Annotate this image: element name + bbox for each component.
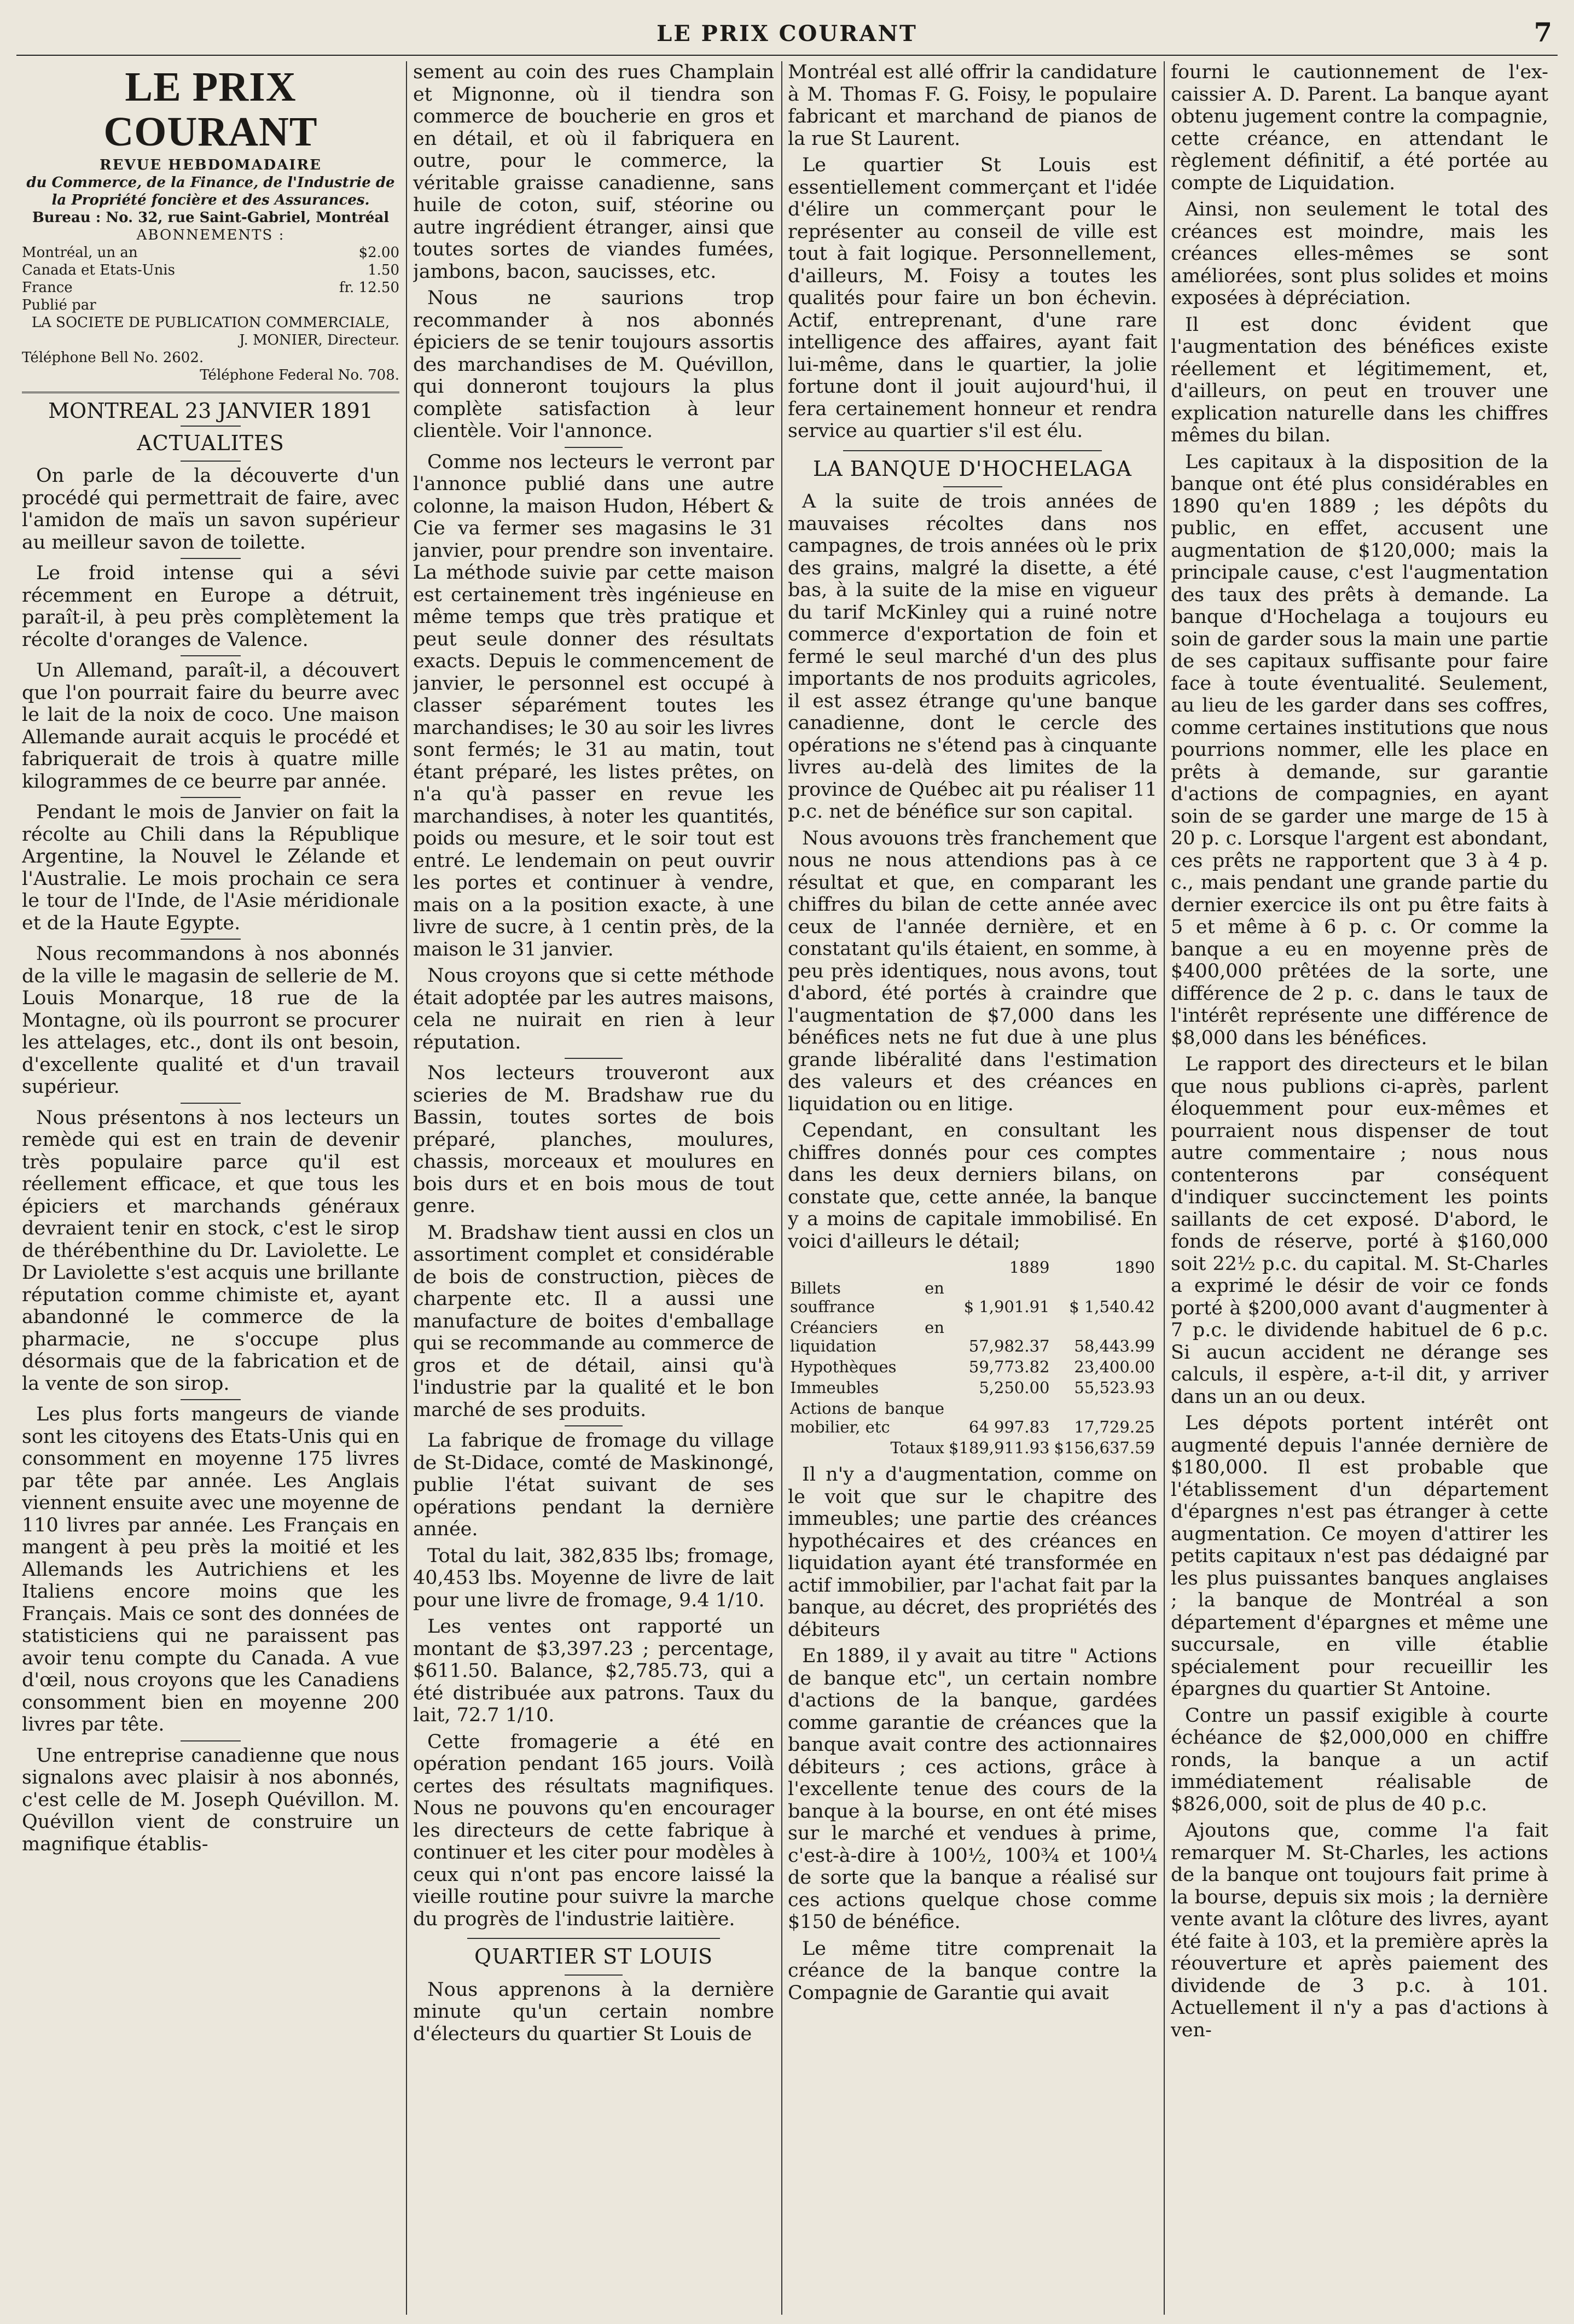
year-header: 1890 [1114, 1258, 1155, 1277]
director-name: J. MONIER, Directeur. [239, 332, 399, 348]
subscription-row [22, 244, 399, 261]
row-label: Créanciers en liquidation [790, 1318, 944, 1355]
article-paragraph: La fabrique de fromage du village de St-Didace, comté de Maskinongé, publie l'état suivant de ses opérations pendant la dernière année. [413, 1430, 774, 1540]
phone-bell: Téléphone Bell No. 2602. [22, 350, 204, 366]
article-paragraph: Comme nos lecteurs le verront par l'annonce publié dans une autre colonne, la maison Hudon, Hébert & Cie va fermer ses magasins le 31 janvier, pour prendre son inventaire. La méthode suivie par cette maison est certainement très ingénieuse en même temps que très pratique et peut seule donner des résultats exacts. Depuis le commencement de janvier, le personnel est occupé à classer séparément toutes les marchandises; le 30 au soir les livres sont fermés; le 31 au matin, tout étant préparé, les listes prêtes, on n'a qu'à passer en revue les marchandises, à noter les quantités, poids ou mesure, et le soir tout est entré. Le lendemain on peut ouvrir les portes et continuer à vendre, mais on a la position exacte, à une livre de sucre, à 1 centin près, de la maison le 31 janvier. [413, 451, 774, 960]
article-paragraph: Nos lecteurs trouveront aux scieries de M. Bradshaw rue du Bassin, toutes sortes de bois préparé, planches, moulures, chassis, morceaux et moulures en bois durs et en bois mous de tout genre. [413, 1062, 774, 1217]
column-3 [788, 61, 1157, 2315]
table-row [788, 1398, 1157, 1437]
divider [181, 1103, 241, 1104]
article-paragraph: fourni le cautionnement de l'ex-caissier A. D. Parent. La banque ayant obtenu jugement contre la compagnie, cette créance, en attendant le règlement définitif, a été portée au compte de Liquidation. [1171, 61, 1548, 194]
subscription-price: fr. 12.50 [339, 279, 399, 296]
column-2 [413, 61, 774, 2315]
running-header-title: LE PRIX COURANT [657, 21, 917, 46]
page-number: 7 [1534, 18, 1552, 48]
subscription-label: Canada et Etats-Unis [22, 262, 175, 278]
subscriptions-label: ABONNEMENTS : [136, 227, 285, 243]
column-rule [406, 61, 407, 2315]
divider [181, 461, 241, 462]
divider [565, 447, 623, 448]
subscriptions-table [22, 244, 399, 296]
divider [943, 486, 1002, 487]
row-label: Billets en souffrance [790, 1279, 944, 1316]
quartier-heading: QUARTIER ST LOUIS [474, 1944, 713, 1968]
divider [565, 1058, 623, 1059]
subscription-row [22, 279, 399, 296]
article-paragraph: Cette fromagerie a été en opération pendant 165 jours. Voilà certes des résultats magnifiques. Nous ne pouvons qu'en encourager les directeurs de cette fabrique à continuer et les citer pour modèles à ceux qui n'ont pas encore laissé la vieille routine pour suivre la marche du progrès de l'industrie laitière. [413, 1731, 774, 1930]
divider [181, 558, 241, 559]
article-paragraph: Ajoutons que, comme l'a fait remarquer M. St-Charles, les actions de la banque ont toujours fait prime à la bourse, depuis six mois ; la dernière vente avant la clôture des livres, ayant été faite à 103, et la première après la réouverture et après paiement des dividende de 3 p.c. à 101. Actuellement il n'y a pas d'actions à ven- [1171, 1820, 1548, 2041]
column-4 [1171, 61, 1548, 2315]
article-paragraph: Total du lait, 382,835 lbs; fromage, 40,453 lbs. Moyenne de livre de lait pour une livre de fromage, 9.4 1/10. [413, 1545, 774, 1611]
cell-1889: 57,982.37 [968, 1337, 1050, 1355]
subscription-label: Montréal, un an [22, 244, 138, 261]
news-item: On parle de la découverte d'un procédé qui permettrait de faire, avec l'amidon de maïs un savon supérieur au meilleur savon de toilette. [22, 465, 399, 554]
news-item: Le froid intense qui a sévi récemment en Europe a détruit, paraît-il, à peu près complètement la récolte d'oranges de Valence. [22, 562, 399, 651]
article-paragraph: Les capitaux à la disposition de la banque ont été plus considérables en 1890 qu'en 1889 ; les dépôts du public, en effet, accusent une augmentation de $120,000; mais la principale cause, c'est l'augmentation des taux des prêts à demande. La banque d'Hochelaga a toujours eu soin de garder sous la main une partie de ses capitaux suffisante pour faire face à toute éventualité. Seulement, au lieu de les garder dans ses coffres, comme certaines institutions que nous pourrions nommer, elle les place en prêts à demande, sur garantie d'actions de compagnies, en ayant soin de se garder une marge de 15 à 20 p. c. Lorsque l'argent est abondant, ces prêts ne rapportent que 3 à 4 p. c., mais pendant une grande partie du dernier exercice ils ont pu être faits à 5 et même à 6 p. c. Or comme la banque a eu en moyenne près de $400,000 prêtées de la sorte, une différence de 2 p. c. dans le taux de l'intérêt représente une différence de $8,000 dans les bénéfices. [1171, 451, 1548, 1049]
article-paragraph: sement au coin des rues Champlain et Mignonne, où il tiendra son commerce de boucherie en gros et en détail, et où il fabriquera en outre, pour le commerce, la véritable graisse canadienne, sans huile de coton, suif, stéorine ou autre ingrédient étranger, ainsi que toutes sortes de viandes fumées, jambons, bacon, saucisses, etc. [413, 61, 774, 283]
article-paragraph: Contre un passif exigible à courte échéance de $2,000,000 en chiffre ronds, la banque a un actif immédiatement réalisable de $826,000, soit de plus de 40 p.c. [1171, 1704, 1548, 1815]
year-header: 1889 [1009, 1258, 1050, 1277]
cell-1890: 55,523.93 [1074, 1378, 1155, 1397]
divider [467, 1938, 720, 1939]
phone-federal: Téléphone Federal No. 708. [200, 367, 399, 383]
column-1 [22, 61, 399, 2315]
article-paragraph: Montréal est allé offrir la candidature à M. Thomas F. G. Foisy, le populaire fabricant et marchand de pianos de la rue St Laurent. [788, 61, 1157, 150]
divider [181, 426, 241, 427]
article-paragraph: Il n'y a d'augmentation, comme on le voit que sur le chapitre des immeubles; une partie des créances hypothécaires et des créances en liquidation ayant été transformée en actif immobilier, par l'achat fait par la banque, au décret, des propriétés des débiteurs [788, 1464, 1157, 1641]
row-label: Hypothèques [790, 1358, 897, 1376]
divider [22, 392, 399, 393]
actualites-heading: ACTUALITES [137, 430, 284, 455]
publisher-name: LA SOCIETE DE PUBLICATION COMMERCIALE, [31, 314, 390, 331]
masthead-title: LE PRIX COURANT [103, 64, 318, 155]
news-item: Un Allemand, paraît-il, a découvert que l'on pourrait faire du beurre avec le lait de la noix de coco. Une maison Allemande aurait acquis le procédé et fabriquerait de trois à quatre mille kilogrammes de ce beurre par année. [22, 660, 399, 793]
column-rule [1164, 61, 1165, 2315]
subscription-label: France [22, 279, 73, 296]
article-paragraph: Les ventes ont rapporté un montant de $3,397.23 ; percentage, $611.50. Balance, $2,785.73, qui a été distribuée aux patrons. Taux du lait, 72.7 1/10. [413, 1616, 774, 1726]
divider [181, 1740, 241, 1741]
article-paragraph: Nous apprenons à la dernière minute qu'un certain nombre d'électeurs du quartier St Louis de [413, 1978, 774, 2045]
masthead-subtitle: REVUE HEBDOMADAIRE [100, 157, 322, 173]
banque-heading: LA BANQUE D'HOCHELAGA [812, 456, 1132, 481]
article-paragraph: Nous croyons que si cette méthode était adoptée par les autres maisons, cela ne nuirait en rien à leur réputation. [413, 965, 774, 1053]
cell-1889: 5,250.00 [979, 1378, 1050, 1397]
news-item: Les plus forts mangeurs de viande sont les citoyens des Etats-Unis qui en consomment en moyenne 175 livres par tête par année. Les Anglais viennent ensuite avec une moyenne de 110 livres par année. Les Français en mangent à peu près la moitié et les Allemands les Autrichiens et les Italiens encore moins que les Français. Mais ce sont des données de statisticiens qui ne paraissent pas avoir tenu compte du Canada. A vue d'œil, nous croyons que les Canadiens consomment bien en moyenne 200 livres par tête. [22, 1403, 399, 1735]
article-paragraph: Les dépots portent intérêt ont augmenté depuis l'année dernière de $180,000. Il est probable que l'établissement d'un département d'épargnes n'est pas étranger à cette augmentation. Ce moyen d'attirer les petits capitaux n'est pas dédaigné par les plus puissantes banques anglaises ; la banque de Montréal a son département d'épargnes et même une succursale, en ville établie spécialement pour recueillir les épargnes du quartier St Antoine. [1171, 1412, 1548, 1700]
news-item: Une entreprise canadienne que nous signalons avec plaisir à nos abonnés, c'est celle de M. Joseph Quévillon. M. Quévillon vient de construire un magnifique établis- [22, 1744, 399, 1855]
divider [181, 939, 241, 940]
subscription-price: $2.00 [358, 244, 399, 261]
divider [181, 655, 241, 656]
article-paragraph: Cependant, en consultant les chiffres donnés pour ces comptes dans les deux derniers bilans, on constate que, cette année, la banque y a moins de capitale immobilisé. En voici d'ailleurs le détail; [788, 1120, 1157, 1253]
divider [565, 1974, 623, 1976]
row-label: Actions de banque mobilier, etc [790, 1399, 944, 1436]
column-rule [781, 61, 782, 2315]
table-row [788, 1377, 1157, 1398]
article-paragraph: Nous avouons très franchement que nous ne nous attendions pas à ce résultat et que, en comparant les chiffres du bilan de cette année avec ceux de l'année dernière, et en constatant qu'ils étaient, en somme, à peu près identiques, nous avons, tout d'abord, été portés à craindre que l'augmentation de $7,000 dans les bénéfices nets ne fut due à une plus grande libéralité dans l'estimation des valeurs et des créances en liquidation ou en litige. [788, 827, 1157, 1115]
article-paragraph: Le même titre comprenait la créance de la banque contre la Compagnie de Garantie qui avait [788, 1937, 1157, 2004]
running-header [16, 16, 1558, 56]
cell-1890: 58,443.99 [1074, 1337, 1155, 1355]
cell-1890: $ 1,540.42 [1069, 1297, 1155, 1316]
divider [181, 797, 241, 798]
article-paragraph: Ainsi, non seulement le total des créances est moindre, mais les créances elles-mêmes se sont améliorées, sont plus solides et moins exposées à dépréciation. [1171, 199, 1548, 309]
divider [843, 450, 1102, 451]
published-by-label: Publié par [22, 297, 96, 313]
article-paragraph: M. Bradshaw tient aussi en clos un assortiment complet et considérable de bois de construction, pièces de charpente etc. Il a aussi une manufacture de boites d'emballage qui se recommande au commerce de gros et de détail, ainsi qu'à l'industrie par la qualité et le bon marché de ses produits. [413, 1221, 774, 1421]
subscription-price: 1.50 [368, 262, 399, 278]
divider [565, 1425, 623, 1426]
news-item: Nous présentons à nos lecteurs un remède qui est en train de devenir très populaire parce qu'il est réellement efficace, et que tous les épiciers et marchands généraux devraient tenir en stock, c'est le sirop de thérébenthine du Dr. Laviolette. Le Dr Laviolette s'est acquis une brillante réputation comme chimiste et, ayant abandonné le commerce de la pharmacie, ne s'occupe plus désormais que de la fabrication et de la vente de son sirop. [22, 1106, 399, 1395]
cell-1890: 23,400.00 [1074, 1358, 1155, 1376]
total-1889: $189,911.93 [949, 1438, 1050, 1457]
cell-1889: 64 997.83 [968, 1418, 1050, 1436]
cell-1890: 17,729.25 [1074, 1418, 1155, 1436]
table-row [788, 1278, 1157, 1317]
table-total-row [788, 1437, 1157, 1458]
cell-1889: 59,773.82 [968, 1358, 1050, 1376]
divider [181, 1399, 241, 1400]
total-label: Totaux [890, 1438, 944, 1457]
article-paragraph: Le quartier St Louis est essentiellement commerçant et l'idée d'élire un commerçant pour le représenter au conseil de ville est tout à fait logique. Personnellement, d'ailleurs, M. Foisy a toutes les qualités pour faire un bon échevin. Actif, entreprenant, d'une rare intelligence des affaires, ayant fait lui-même, dans le quartier, la jolie fortune dont il jouit aujourd'hui, il fera certainement honneur et rendra service au quartier s'il est élu. [788, 154, 1157, 442]
article-paragraph: En 1889, il y avait au titre " Actions de banque etc", un certain nombre d'actions de la banque, gardées comme garantie de créances que la banque avait contre des actionnaires débiteurs ; ces actions, grâce à l'excellente tenue des cours de la banque à la bourse, en ont été mises sur le marché et vendues à prime, c'est-à-dire à 100½, 100¾ et 100¼ de sorte que la banque a réalisé sur ces actions quelque chose comme $150 de bénéfice. [788, 1645, 1157, 1933]
subscription-row [22, 261, 399, 279]
row-label: Immeubles [790, 1378, 879, 1397]
article-paragraph: A la suite de trois années de mauvaises récoltes dans nos campagnes, de trois années où le prix des grains, malgré la disette, a été bas, à la suite de la mise en vigueur du tarif McKinley qui a ruiné notre commerce d'exportation de foin et fermé le seul marché d'un des plus importants de nos produits agricoles, il est assez étrange qu'une banque canadienne, dont le cercle des opérations ne s'étend pas à cinquante livres au-delà des limites de la province de Québec ait pu réaliser 11 p.c. net de bénéfice sur son capital. [788, 491, 1157, 823]
dateline: MONTREAL 23 JANVIER 1891 [48, 399, 373, 423]
article-paragraph: Le rapport des directeurs et le bilan que nous publions ci-après, parlent éloquemment pour eux-mêmes et pourraient nous dispenser de tout autre commentaire ; nous nous contenterons par conséquent d'indiquer succinctement les points saillants de cet exposé. D'abord, le fonds de réserve, porté à $160,000 soit 22½ p.c. du capital. M. St-Charles a exprimé le désir de voir ce fonds porté à $200,000 avant d'augmenter à 7 p.c. le dividende habituel de 6 p.c. Si aucun accident ne dérange ses calculs, il espère, a-t-il dit, y arriver dans un an ou deux. [1171, 1053, 1548, 1408]
article-paragraph: Il est donc évident que l'augmentation des bénéfices existe réellement et légitimement, et, d'ailleurs, on peut en trouver une explication naturelle dans les chiffres mêmes du bilan. [1171, 313, 1548, 446]
table-header-row [788, 1257, 1157, 1278]
cell-1889: $ 1,901.91 [963, 1297, 1050, 1316]
masthead-bureau: Bureau : No. 32, rue Saint-Gabriel, Montréal [32, 209, 390, 226]
news-item: Nous recommandons à nos abonnés de la ville le magasin de sellerie de M. Louis Monarque, 18 rue de la Montagne, où ils pourront se procurer les attelages, etc., dont ils ont besoin, d'excellente qualité et d'un travail supérieur. [22, 943, 399, 1098]
total-1890: $156,637.59 [1054, 1438, 1155, 1457]
news-item: Pendant le mois de Janvier on fait la récolte au Chili dans la République Argentine, la Nouvel le Zélande et l'Australie. Le mois prochain ce sera le tour de l'Inde, de l'Asie méridionale et de la Haute Egypte. [22, 801, 399, 934]
masthead-tagline: du Commerce, de la Finance, de l'Industrie de la Propriété foncière et des Assurances. [26, 174, 395, 208]
article-paragraph: Nous ne saurions trop recommander à nos abonnés épiciers de se tenir toujours assortis des marchandises de M. Quévillon, qui donneront toujours la plus complète satisfaction à leur clientèle. Voir l'annonce. [413, 287, 774, 442]
bilan-table [788, 1257, 1157, 1458]
table-row [788, 1356, 1157, 1377]
table-row [788, 1317, 1157, 1356]
